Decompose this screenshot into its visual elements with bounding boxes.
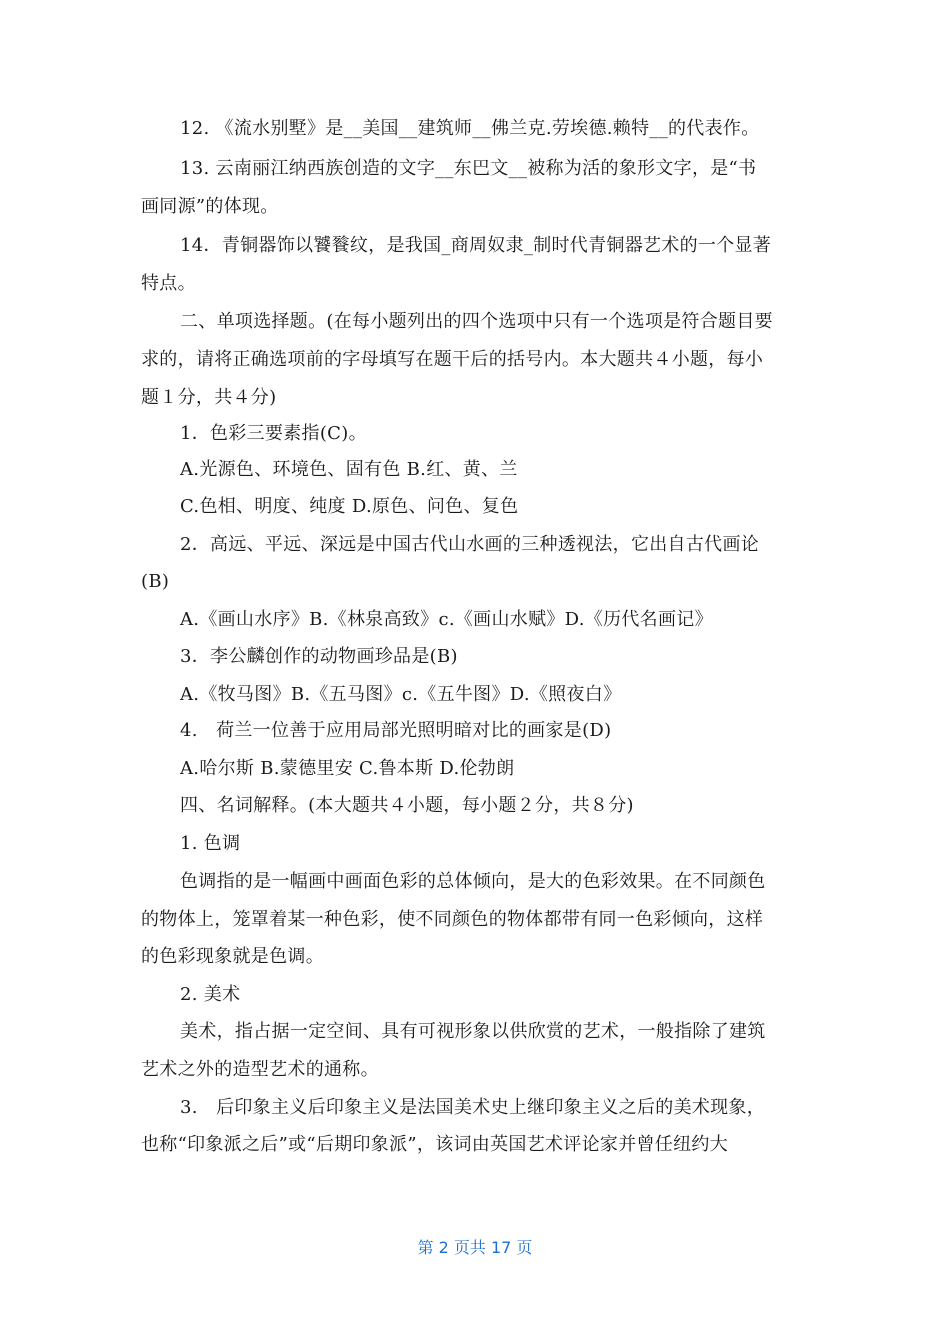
question-line: 1．色彩三要素指(C)。 [180, 423, 367, 444]
text-line: 的物体上，笼罩着某一种色彩，使不同颜色的物体都带有同一色彩倾向，这样 [141, 909, 764, 930]
text-line: 美术，指占据一定空间、具有可视形象以供欣赏的艺术，一般指除了建筑 [180, 1021, 766, 1042]
question-line: 4. 荷兰一位善于应用局部光照明暗对比的画家是(D) [180, 720, 612, 741]
section-heading: 四、名词解释。(本大题共４小题，每小题２分，共８分) [180, 795, 634, 816]
text-line: 色调指的是一幅画中画面色彩的总体倾向，是大的色彩效果。在不同颜色 [180, 871, 766, 892]
term-heading: 2. 美术 [180, 984, 241, 1005]
term-heading: 3. 后印象主义后印象主义是法国美术史上继印象主义之后的美术现象， [180, 1097, 766, 1118]
page-number-footer: 第 2 页共 17 页 [417, 1238, 533, 1257]
text-line: 题１分，共４分) [141, 387, 277, 408]
text-line: 14．青铜器饰以饕餮纹，是我国_商周奴隶_制时代青铜器艺术的一个显著 [180, 235, 772, 256]
text-line: 13. 云南丽江纳西族创造的文字__东巴文__被称为活的象形文字，是“书 [180, 158, 757, 179]
options-line: A.《画山水序》B.《林泉高致》c.《画山水赋》D.《历代名画记》 [180, 609, 713, 630]
text-line: 画同源”的体现。 [141, 196, 279, 217]
question-line: 2．高远、平远、深远是中国古代山水画的三种透视法，它出自古代画论 [180, 534, 760, 555]
text-line: (B) [141, 571, 170, 592]
text-line: 12. 《流水别墅》是__美国__建筑师__佛兰克.劳埃德.赖特__的代表作。 [180, 118, 760, 139]
text-line: 也称“印象派之后”或“后期印象派”，该词由英国艺术评论家并曾任纽约大 [141, 1134, 729, 1155]
term-heading: 1. 色调 [180, 833, 241, 854]
text-line: 的色彩现象就是色调。 [141, 946, 324, 967]
options-line: A.光源色、环境色、固有色 B.红、黄、兰 [180, 459, 518, 480]
text-line: 求的，请将正确选项前的字母填写在题干后的括号内。本大题共４小题，每小 [141, 349, 764, 370]
options-line: A.《牧马图》B.《五马图》c.《五牛图》D.《照夜白》 [180, 684, 622, 705]
options-line: A.哈尔斯 B.蒙德里安 C.鲁本斯 D.伦勃朗 [180, 758, 515, 779]
text-line: 艺术之外的造型艺术的通称。 [141, 1059, 379, 1080]
options-line: C.色相、明度、纯度 D.原色、问色、复色 [180, 496, 519, 517]
text-line: 特点。 [141, 273, 196, 294]
question-line: 3．李公麟创作的动物画珍品是(B) [180, 646, 458, 667]
section-heading: 二、单项选择题。(在每小题列出的四个选项中只有一个选项是符合题目要 [180, 311, 773, 332]
